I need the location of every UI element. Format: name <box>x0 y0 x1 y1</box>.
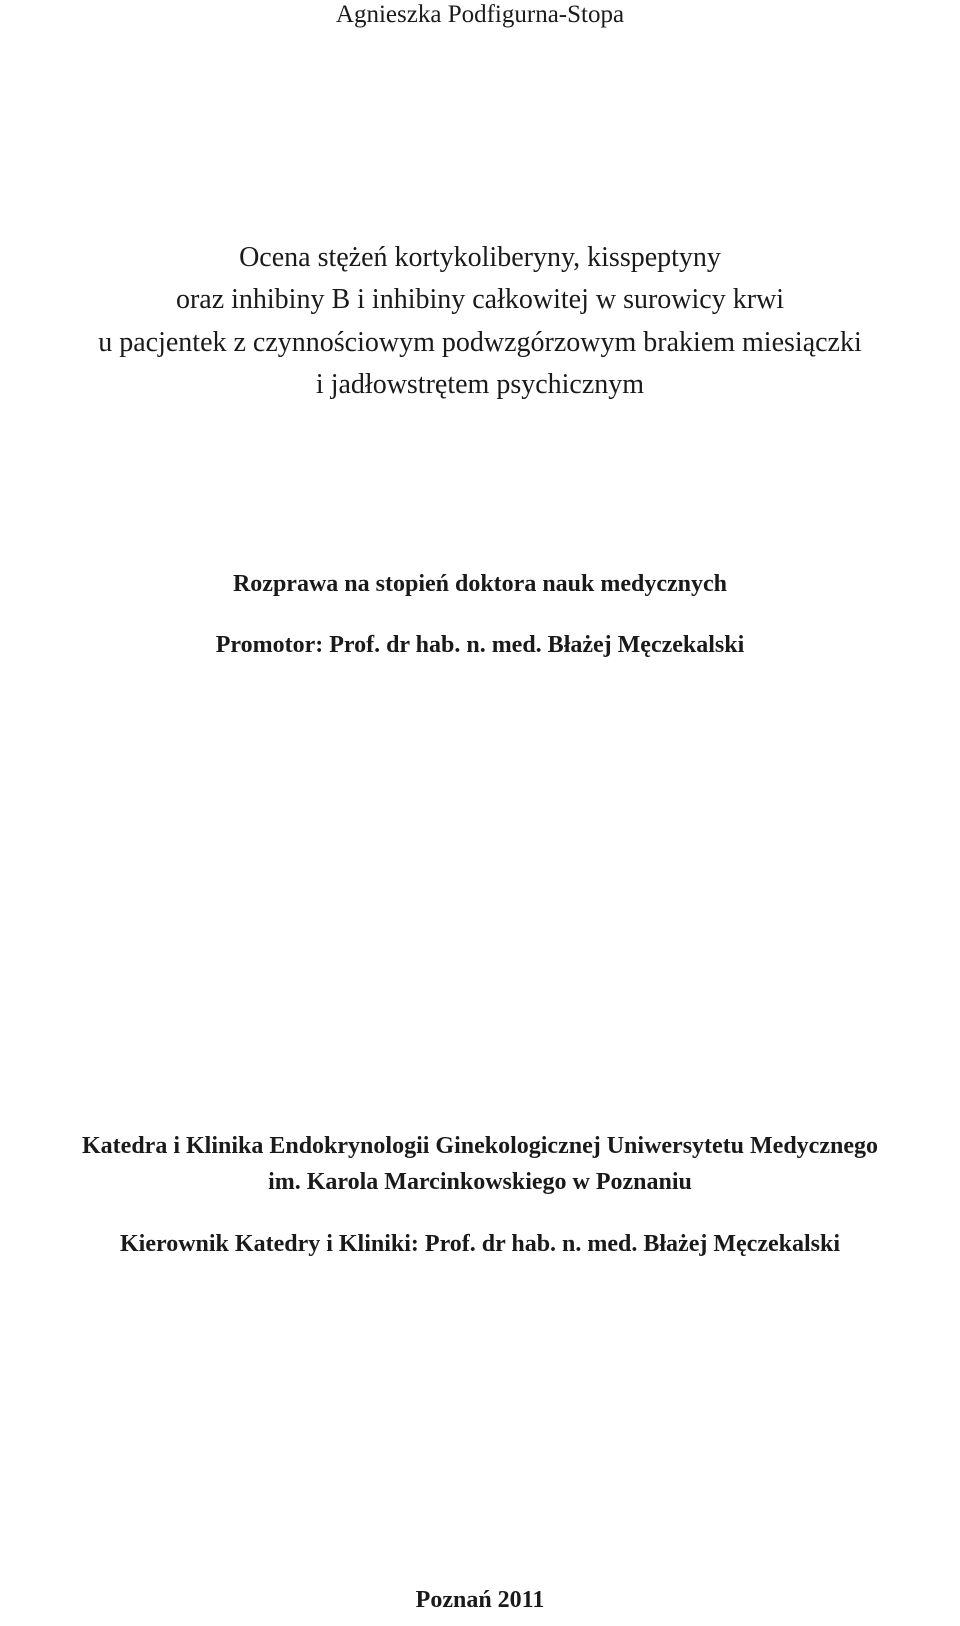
place-and-year: Poznań 2011 <box>415 1587 545 1613</box>
institution-line: im. Karola Marcinkowskiego w Poznaniu <box>268 1169 692 1195</box>
promotor: Promotor: Prof. dr hab. n. med. Błażej Męczekalski <box>215 632 745 658</box>
degree-statement: Rozprawa na stopień doktora nauk medycznych <box>232 571 728 597</box>
author-name: Agnieszka Podfigurna-Stopa <box>335 1 625 28</box>
title-line: u pacjentek z czynnościowym podwzgórzowym brakiem miesiączki <box>98 327 862 358</box>
institution-line: Katedra i Klinika Endokrynologii Ginekologicznej Uniwersytetu Medycznego <box>82 1133 878 1159</box>
title-line: oraz inhibiny B i inhibiny całkowitej w surowicy krwi <box>175 284 785 315</box>
title-line: Ocena stężeń kortykoliberyny, kisspeptyny <box>239 242 721 273</box>
title-line: i jadłowstrętem psychicznym <box>315 369 645 400</box>
head-of-department: Kierownik Katedry i Kliniki: Prof. dr hab. n. med. Błażej Męczekalski <box>120 1231 840 1257</box>
